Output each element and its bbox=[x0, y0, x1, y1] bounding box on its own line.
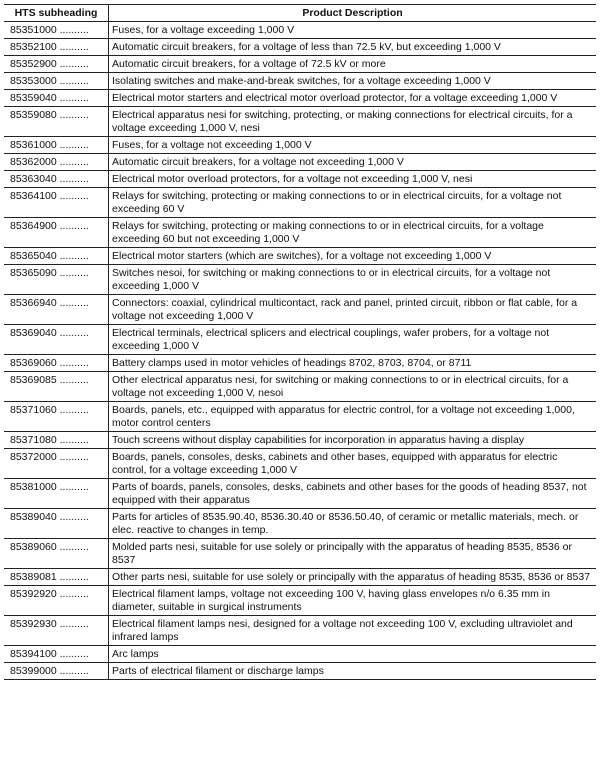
product-description-cell: Boards, panels, consoles, desks, cabinets and other bases, equipped with apparatus for electric control, for a voltage exceeding 1,000 V bbox=[109, 449, 597, 479]
hts-code-cell: 85392920 .......... bbox=[4, 586, 109, 616]
hts-code-cell: 85372000 .......... bbox=[4, 449, 109, 479]
product-description-cell: Relays for switching, protecting or making connections to or in electrical circuits, for a voltage exceeding 60 but not exceeding 1,000 V bbox=[109, 218, 597, 248]
product-description-cell: Electrical filament lamps, voltage not exceeding 100 V, having glass envelopes n/o 6.35 mm in diameter, suitable in surgical instruments bbox=[109, 586, 597, 616]
table-header bbox=[4, 5, 596, 22]
hts-code-cell: 85359040 .......... bbox=[4, 90, 109, 107]
table-row bbox=[4, 586, 596, 616]
hts-table bbox=[4, 4, 596, 680]
hts-code-cell: 85392930 .......... bbox=[4, 616, 109, 646]
product-description-cell: Parts of electrical filament or discharge lamps bbox=[109, 663, 597, 680]
product-description-cell: Electrical filament lamps nesi, designed for a voltage not exceeding 100 V, excluding ultraviolet and infrared lamps bbox=[109, 616, 597, 646]
product-description-cell: Electrical motor starters (which are switches), for a voltage not exceeding 1,000 V bbox=[109, 248, 597, 265]
table-row bbox=[4, 402, 596, 432]
table-row bbox=[4, 90, 596, 107]
hts-code-cell: 85389040 .......... bbox=[4, 509, 109, 539]
table-row bbox=[4, 248, 596, 265]
product-description-cell: Molded parts nesi, suitable for use solely or principally with the apparatus of heading 8535, 8536 or 8537 bbox=[109, 539, 597, 569]
table-body bbox=[4, 22, 596, 680]
hts-code-cell: 85369060 .......... bbox=[4, 355, 109, 372]
product-description-cell: Fuses, for a voltage exceeding 1,000 V bbox=[109, 22, 597, 39]
table-row bbox=[4, 137, 596, 154]
hts-code-cell: 85371060 .......... bbox=[4, 402, 109, 432]
table-row bbox=[4, 39, 596, 56]
product-description-cell: Electrical apparatus nesi for switching, protecting, or making connections for electrical circuits, for a voltage exceeding 1,000 V, nesi bbox=[109, 107, 597, 137]
header-row bbox=[4, 5, 596, 22]
product-description-cell: Other parts nesi, suitable for use solely or principally with the apparatus of heading 8535, 8536 or 8537 bbox=[109, 569, 597, 586]
table-row bbox=[4, 646, 596, 663]
hts-code-cell: 85359080 .......... bbox=[4, 107, 109, 137]
product-description-cell: Parts for articles of 8535.90.40, 8536.30.40 or 8536.50.40, of ceramic or metallic materials, mech. or elec. reactive to changes in temp. bbox=[109, 509, 597, 539]
hts-code-cell: 85353000 .......... bbox=[4, 73, 109, 90]
hts-code-cell: 85365040 .......... bbox=[4, 248, 109, 265]
product-description-cell: Other electrical apparatus nesi, for switching or making connections to or in electrical circuits, for a voltage not exceeding 1,000 V, nesoi bbox=[109, 372, 597, 402]
hts-code-cell: 85394100 .......... bbox=[4, 646, 109, 663]
header-product-description: Product Description bbox=[109, 5, 597, 22]
product-description-cell: Battery clamps used in motor vehicles of headings 8702, 8703, 8704, or 8711 bbox=[109, 355, 597, 372]
hts-code-cell: 85364100 .......... bbox=[4, 188, 109, 218]
product-description-cell: Relays for switching, protecting or making connections to or in electrical circuits, for a voltage not exceeding 60 V bbox=[109, 188, 597, 218]
table-row bbox=[4, 107, 596, 137]
hts-code-cell: 85389081 .......... bbox=[4, 569, 109, 586]
table-row bbox=[4, 56, 596, 73]
hts-code-cell: 85363040 .......... bbox=[4, 171, 109, 188]
table-row bbox=[4, 432, 596, 449]
table-row bbox=[4, 22, 596, 39]
table-row bbox=[4, 188, 596, 218]
product-description-cell: Electrical motor starters and electrical motor overload protector, for a voltage exceeding 1,000 V bbox=[109, 90, 597, 107]
table-row bbox=[4, 355, 596, 372]
hts-code-cell: 85351000 .......... bbox=[4, 22, 109, 39]
table-row bbox=[4, 73, 596, 90]
hts-code-cell: 85366940 .......... bbox=[4, 295, 109, 325]
product-description-cell: Automatic circuit breakers, for a voltage of 72.5 kV or more bbox=[109, 56, 597, 73]
table-row bbox=[4, 218, 596, 248]
hts-code-cell: 85362000 .......... bbox=[4, 154, 109, 171]
product-description-cell: Fuses, for a voltage not exceeding 1,000 V bbox=[109, 137, 597, 154]
table-row bbox=[4, 449, 596, 479]
hts-code-cell: 85381000 .......... bbox=[4, 479, 109, 509]
product-description-cell: Electrical motor overload protectors, for a voltage not exceeding 1,000 V, nesi bbox=[109, 171, 597, 188]
product-description-cell: Boards, panels, etc., equipped with apparatus for electric control, for a voltage not exceeding 1,000, motor control centers bbox=[109, 402, 597, 432]
table-row bbox=[4, 295, 596, 325]
table-row bbox=[4, 171, 596, 188]
table-row bbox=[4, 616, 596, 646]
table-row bbox=[4, 539, 596, 569]
hts-code-cell: 85369085 .......... bbox=[4, 372, 109, 402]
table-row bbox=[4, 154, 596, 171]
table-row bbox=[4, 663, 596, 680]
table-row bbox=[4, 569, 596, 586]
table-row bbox=[4, 509, 596, 539]
product-description-cell: Automatic circuit breakers, for a voltage of less than 72.5 kV, but exceeding 1,000 V bbox=[109, 39, 597, 56]
hts-code-cell: 85399000 .......... bbox=[4, 663, 109, 680]
hts-code-cell: 85361000 .......... bbox=[4, 137, 109, 154]
hts-code-cell: 85352100 .......... bbox=[4, 39, 109, 56]
header-hts-subheading: HTS subheading bbox=[4, 5, 109, 22]
product-description-cell: Switches nesoi, for switching or making connections to or in electrical circuits, for a voltage not exceeding 1,000 V bbox=[109, 265, 597, 295]
table-row bbox=[4, 479, 596, 509]
product-description-cell: Parts of boards, panels, consoles, desks, cabinets and other bases for the goods of heading 8537, not equipped with their apparatus bbox=[109, 479, 597, 509]
product-description-cell: Connectors: coaxial, cylindrical multicontact, rack and panel, printed circuit, ribbon or flat cable, for a voltage not exceeding 1,000 V bbox=[109, 295, 597, 325]
table-row bbox=[4, 265, 596, 295]
table-row bbox=[4, 325, 596, 355]
hts-code-cell: 85364900 .......... bbox=[4, 218, 109, 248]
product-description-cell: Isolating switches and make-and-break switches, for a voltage exceeding 1,000 V bbox=[109, 73, 597, 90]
hts-code-cell: 85371080 .......... bbox=[4, 432, 109, 449]
product-description-cell: Arc lamps bbox=[109, 646, 597, 663]
hts-code-cell: 85369040 .......... bbox=[4, 325, 109, 355]
hts-code-cell: 85389060 .......... bbox=[4, 539, 109, 569]
hts-code-cell: 85352900 .......... bbox=[4, 56, 109, 73]
hts-code-cell: 85365090 .......... bbox=[4, 265, 109, 295]
product-description-cell: Automatic circuit breakers, for a voltage not exceeding 1,000 V bbox=[109, 154, 597, 171]
product-description-cell: Touch screens without display capabilities for incorporation in apparatus having a display bbox=[109, 432, 597, 449]
product-description-cell: Electrical terminals, electrical splicers and electrical couplings, wafer probers, for a voltage not exceeding 1,000 V bbox=[109, 325, 597, 355]
table-row bbox=[4, 372, 596, 402]
